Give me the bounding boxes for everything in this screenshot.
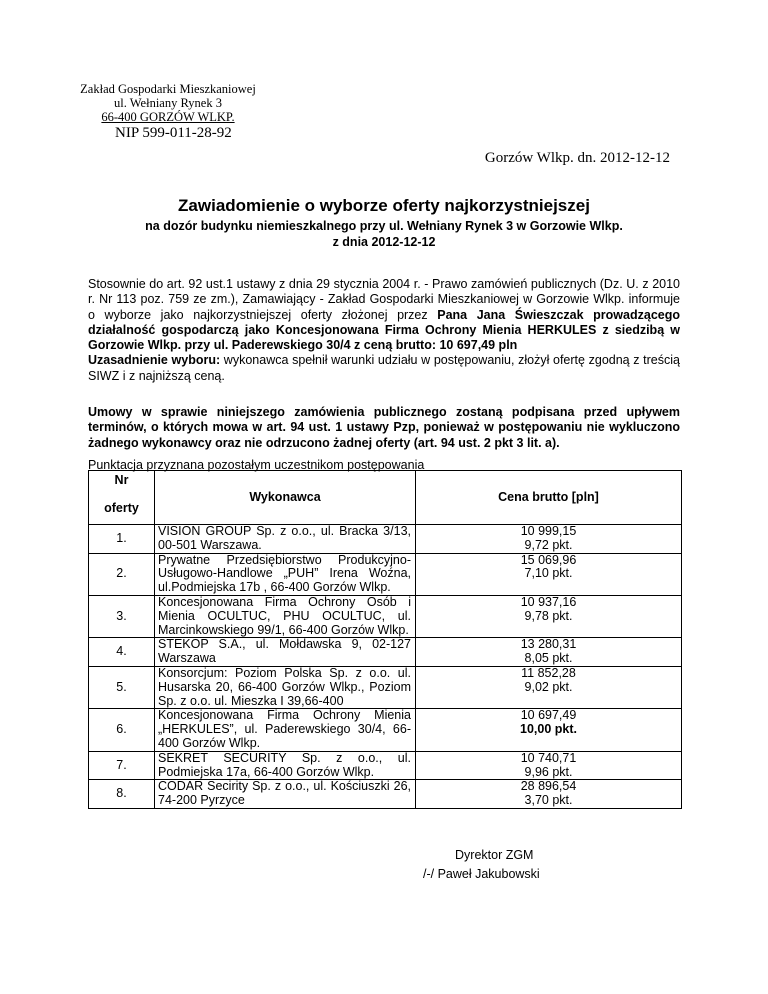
table-header-row [89, 471, 682, 525]
offer-number: 8. [89, 780, 155, 809]
contractor-cell: Konsorcjum: Poziom Polska Sp. z o.o. ul. Husarska 20, 66-400 Gorzów Wlkp., Poziom Sp. z o.o. ul. Mieszka I 39,66-400 [155, 666, 416, 708]
contractor-cell: Koncesjonowana Firma Ochrony Osób i Mienia OCULTUC, PHU OCULTUC, ul. Marcinkowskiego 99/1, 66-400 Gorzów Wlkp. [155, 595, 416, 637]
contractor-cell: SEKRET SECURITY Sp. z o.o., ul. Podmiejska 17a, 66-400 Gorzów Wlkp. [155, 751, 416, 780]
decision-intro: Stosownie do art. 92 ust.1 ustawy z dnia 29 stycznia 2004 r. - Prawo zamówień publicznych (Dz. U. z 2010 r. Nr 113 poz. 759 ze zm.), Zamawiający - Zakład Gospodarki Mieszkaniowej w Gorzowie Wlkp. informuje o wyborze jako najkorzystniejszej oferty złożonej przez [88, 277, 680, 322]
contractor-cell: Prywatne Przedsiębiorstwo Produkcyjno-Usługowo-Handlowe „PUH” Irena Woźna, ul.Podmiejska 17b , 66-400 Gorzów Wlkp. [155, 553, 416, 595]
reason-text: wykonawca spełnił warunki udziału w postępowaniu, złożył ofertę zgodną z treścią SIWZ i z najniższą ceną. [88, 353, 680, 383]
signer-name: /-/ Paweł Jakubowski [423, 867, 540, 881]
sender-city: 66-400 GORZÓW WLKP. [101, 110, 235, 124]
price-cell: 10 740,71 9,96 pkt. [416, 751, 682, 780]
table-row [89, 709, 682, 751]
price-cell: 10 999,15 9,72 pkt. [416, 525, 682, 554]
table-row [89, 525, 682, 554]
table-row [89, 595, 682, 637]
offer-number: 7. [89, 751, 155, 780]
price-cell: 10 697,49 10,00 pkt. [416, 709, 682, 751]
contractor-cell: STEKOP S.A., ul. Mołdawska 9, 02-127 Warszawa [155, 638, 416, 667]
document-subtitle-date: z dnia 2012-12-12 [332, 235, 436, 249]
offer-number: 6. [89, 709, 155, 751]
sender-street: ul. Wełniany Rynek 3 [114, 96, 222, 110]
table-row [89, 666, 682, 708]
contract-paragraph: Umowy w sprawie niniejszego zamówienia publicznego zostaną podpisana przed upływem terminów, o których mowa w art. 94 ust. 1 ustawy Pzp, ponieważ w postępowaniu nie wykluczono żadnego wykonawcy oraz nie odrzucono żadnej oferty (art. 94 ust. 2 pkt 3 lit. a). [88, 405, 680, 450]
decision-paragraph [88, 277, 680, 384]
document-subtitle: na dozór budynku niemieszkalnego przy ul. Wełniany Rynek 3 w Gorzowie Wlkp. [145, 219, 623, 233]
reason-label: Uzasadnienie wyboru: [88, 353, 221, 368]
results-table [88, 470, 682, 809]
table-caption: Punktacja przyznana pozostałym uczestnikom postępowania [88, 458, 425, 472]
header-contractor: Wykonawca [155, 471, 416, 525]
sender-address [0, 82, 336, 124]
contractor-cell: VISION GROUP Sp. z o.o., ul. Bracka 3/13, 00-501 Warszawa. [155, 525, 416, 554]
table-row [89, 780, 682, 809]
price-cell: 10 937,16 9,78 pkt. [416, 595, 682, 637]
offer-number: 2. [89, 553, 155, 595]
table-row [89, 751, 682, 780]
sender-nip: NIP 599-011-28-92 [115, 125, 232, 141]
price-cell: 15 069,96 7,10 pkt. [416, 553, 682, 595]
offer-number: 1. [89, 525, 155, 554]
winner-details: Pana Jana Świeszczak prowadzącego działalność gospodarczą jako Koncesjonowana Firma Ochrony Mienia HERKULES z siedzibą w Gorzowie Wlkp. przy ul. Paderewskiego 30/4 z ceną brutto: 10 697,49 pln [88, 307, 680, 353]
price-cell: 28 896,54 3,70 pkt. [416, 780, 682, 809]
signer-title: Dyrektor ZGM [455, 848, 534, 862]
table-row [89, 553, 682, 595]
header-nr: Nr oferty [89, 471, 155, 525]
contractor-cell: CODAR Secirity Sp. z o.o., ul. Kościuszki 26, 74-200 Pyrzyce [155, 780, 416, 809]
sender-name: Zakład Gospodarki Mieszkaniowej [80, 82, 256, 96]
header-price: Cena brutto [pln] [416, 471, 682, 525]
offer-number: 4. [89, 638, 155, 667]
offer-number: 5. [89, 666, 155, 708]
table-row [89, 638, 682, 667]
offer-number: 3. [89, 595, 155, 637]
contractor-cell: Koncesjonowana Firma Ochrony Mienia „HERKULES”, ul. Paderewskiego 30/4, 66-400 Gorzów Wlkp. [155, 709, 416, 751]
price-cell: 13 280,31 8,05 pkt. [416, 638, 682, 667]
document-title: Zawiadomienie o wyborze oferty najkorzystniejszej [178, 196, 590, 215]
document-date: Gorzów Wlkp. dn. 2012-12-12 [484, 150, 670, 166]
price-cell: 11 852,28 9,02 pkt. [416, 666, 682, 708]
